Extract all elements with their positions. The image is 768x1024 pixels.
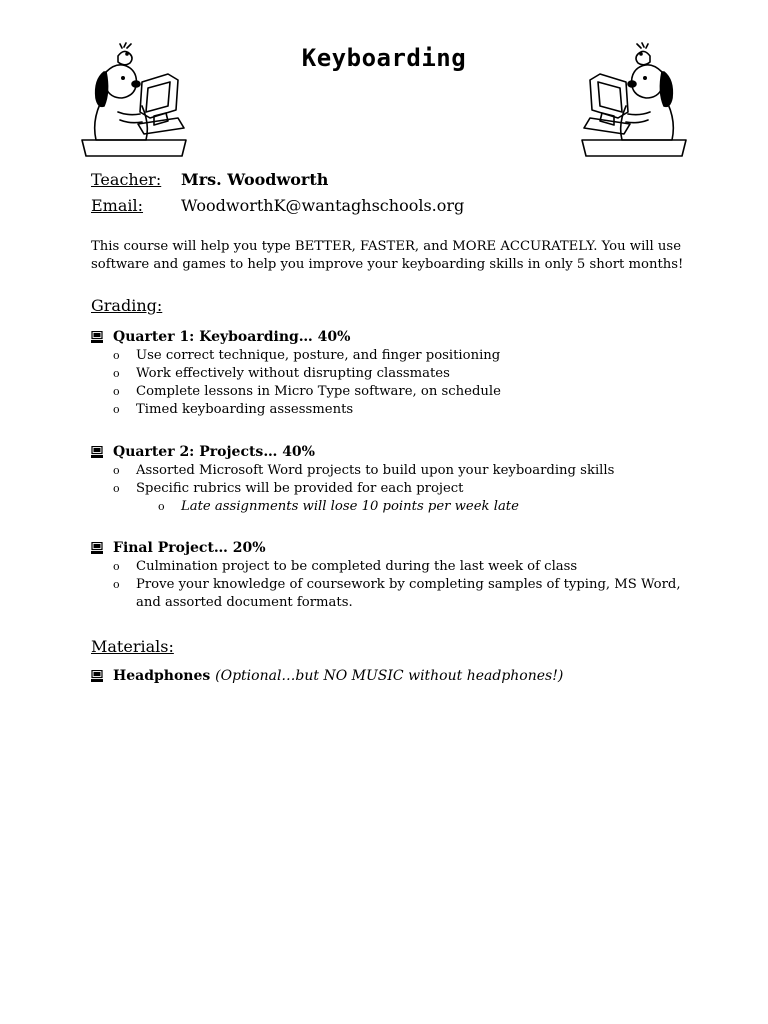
quarter2-section <box>91 442 691 516</box>
computer-bullet-icon <box>91 446 103 458</box>
quarter1-section <box>91 327 691 419</box>
email-label: Email: <box>91 196 144 215</box>
list-item: o Culmination project to be completed during the last week of class <box>113 559 578 574</box>
quarter2-title: Quarter 2: Projects… 40% <box>113 444 315 460</box>
circle-bullet-icon: o <box>113 385 120 398</box>
grading-heading: Grading: <box>91 296 163 315</box>
list-item: o Work effectively without disrupting classmates <box>113 366 450 381</box>
circle-bullet-icon: o <box>113 578 120 591</box>
list-item: o Use correct technique, posture, and finger positioning <box>113 348 501 363</box>
circle-bullet-icon: o <box>113 403 120 416</box>
materials-item-label: Headphones <box>113 668 211 684</box>
circle-bullet-icon: o <box>113 560 120 573</box>
list-item: o Complete lessons in Micro Type software, on schedule <box>113 384 501 399</box>
computer-bullet-icon <box>91 670 103 682</box>
page-title: Keyboarding <box>301 44 467 72</box>
list-subitem: o Late assignments will lose 10 points per week late <box>158 499 519 514</box>
final-project-title: Final Project… 20% <box>113 540 266 556</box>
intro-line: software and games to help you improve your keyboarding skills in only 5 short months! <box>91 257 684 272</box>
list-item: o Specific rubrics will be provided for each project <box>113 481 464 496</box>
circle-bullet-icon: o <box>113 482 120 495</box>
list-item: o Assorted Microsoft Word projects to build upon your keyboarding skills <box>113 463 615 478</box>
quarter1-title: Quarter 1: Keyboarding… 40% <box>113 329 351 345</box>
teacher-label: Teacher: <box>91 170 162 189</box>
intro-line: This course will help you type BETTER, FASTER, and MORE ACCURATELY. You will use <box>91 239 681 254</box>
circle-bullet-icon: o <box>113 464 120 477</box>
computer-bullet-icon <box>91 331 103 343</box>
materials-heading: Materials: <box>91 637 174 656</box>
list-item: o Timed keyboarding assessments <box>113 402 354 417</box>
list-item: o Prove your knowledge of coursework by completing samples of typing, MS Word, <box>113 577 681 592</box>
materials-section <box>91 666 691 686</box>
teacher-name: Mrs. Woodworth <box>181 170 329 189</box>
circle-bullet-icon: o <box>113 349 120 362</box>
course-intro <box>91 238 691 274</box>
materials-item-note: (Optional…but NO MUSIC without headphones!) <box>215 668 564 684</box>
circle-bullet-icon: o <box>113 367 120 380</box>
list-item-continuation: and assorted document formats. <box>136 595 353 610</box>
materials-item <box>113 666 563 686</box>
circle-bullet-icon: o <box>158 500 165 513</box>
computer-bullet-icon <box>91 542 103 554</box>
final-project-section <box>91 538 691 612</box>
email-address: WoodworthK@wantaghschools.org <box>181 196 465 215</box>
